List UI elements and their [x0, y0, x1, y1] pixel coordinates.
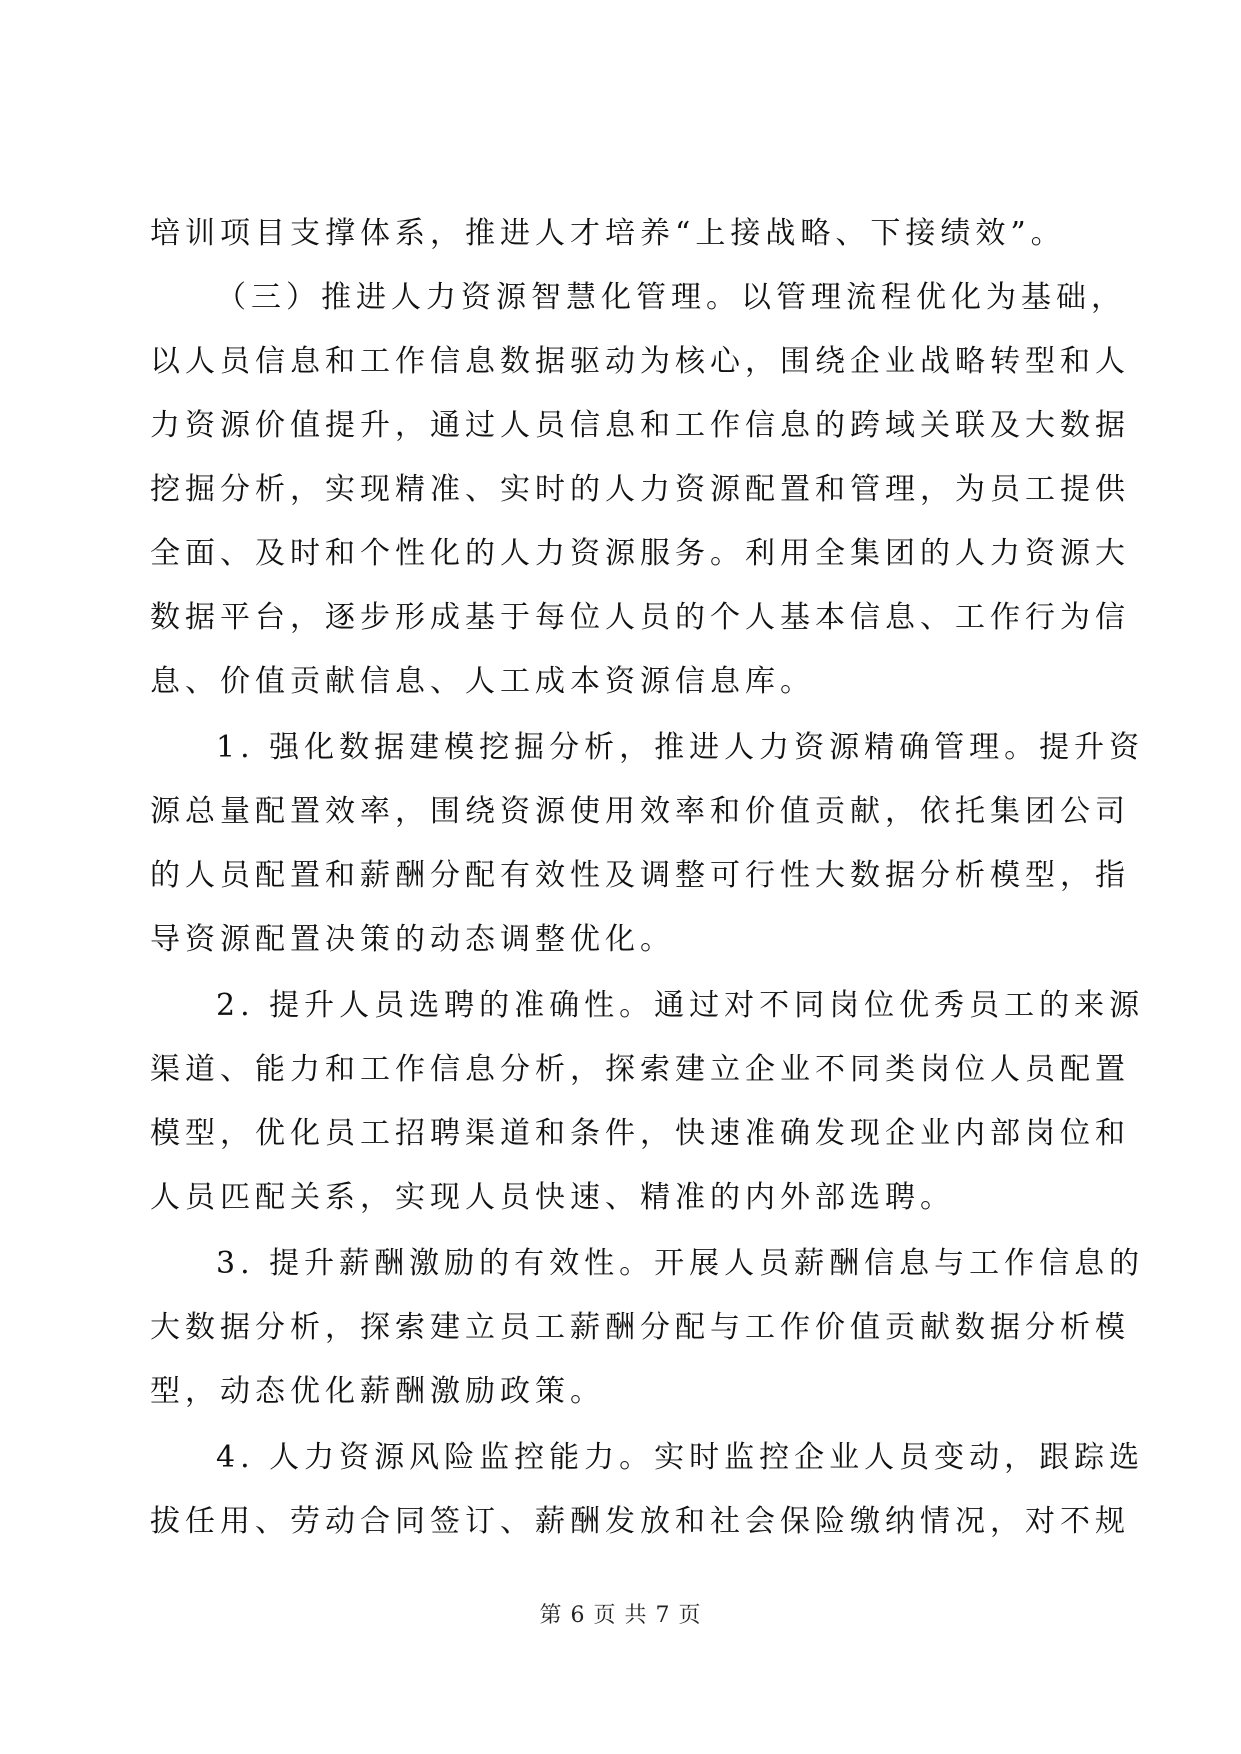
text-line: 4. 人力资源风险监控能力。实时监控企业人员变动，跟踪选 — [216, 1440, 1145, 1475]
text-line: （三）推进人力资源智慧化管理。以管理流程优化为基础， — [216, 280, 1126, 315]
text-line: 息、价值贡献信息、人工成本资源信息库。 — [150, 664, 815, 699]
text-line: 培训项目支撑体系，推进人才培养“上接战略、下接绩效”。 — [150, 216, 1066, 251]
text-line: 人员匹配关系，实现人员快速、精准的内外部选聘。 — [150, 1180, 955, 1215]
text-line: 2. 提升人员选聘的准确性。通过对不同岗位优秀员工的来源 — [216, 988, 1145, 1023]
page-number-footer: 第 6 页 共 7 页 — [539, 1603, 702, 1628]
text-line: 挖掘分析，实现精准、实时的人力资源配置和管理，为员工提供 — [150, 472, 1130, 507]
text-line: 3. 提升薪酬激励的有效性。开展人员薪酬信息与工作信息的 — [216, 1246, 1145, 1281]
text-line: 以人员信息和工作信息数据驱动为核心，围绕企业战略转型和人 — [150, 344, 1130, 379]
text-line: 型，动态优化薪酬激励政策。 — [150, 1374, 605, 1409]
text-line: 的人员配置和薪酬分配有效性及调整可行性大数据分析模型，指 — [150, 858, 1130, 893]
text-line: 渠道、能力和工作信息分析，探索建立企业不同类岗位人员配置 — [150, 1052, 1130, 1087]
text-line: 导资源配置决策的动态调整优化。 — [150, 922, 675, 957]
text-line: 大数据分析，探索建立员工薪酬分配与工作价值贡献数据分析模 — [150, 1310, 1130, 1345]
text-line: 数据平台，逐步形成基于每位人员的个人基本信息、工作行为信 — [150, 600, 1130, 635]
text-line: 全面、及时和个性化的人力资源服务。利用全集团的人力资源大 — [150, 536, 1130, 571]
text-line: 源总量配置效率，围绕资源使用效率和价值贡献，依托集团公司 — [150, 794, 1130, 829]
text-line: 拔任用、劳动合同签订、薪酬发放和社会保险缴纳情况，对不规 — [150, 1504, 1130, 1539]
text-line: 力资源价值提升，通过人员信息和工作信息的跨域关联及大数据 — [150, 408, 1130, 443]
text-line: 模型，优化员工招聘渠道和条件，快速准确发现企业内部岗位和 — [150, 1116, 1130, 1151]
text-line: 1. 强化数据建模挖掘分析，推进人力资源精确管理。提升资 — [216, 730, 1145, 765]
